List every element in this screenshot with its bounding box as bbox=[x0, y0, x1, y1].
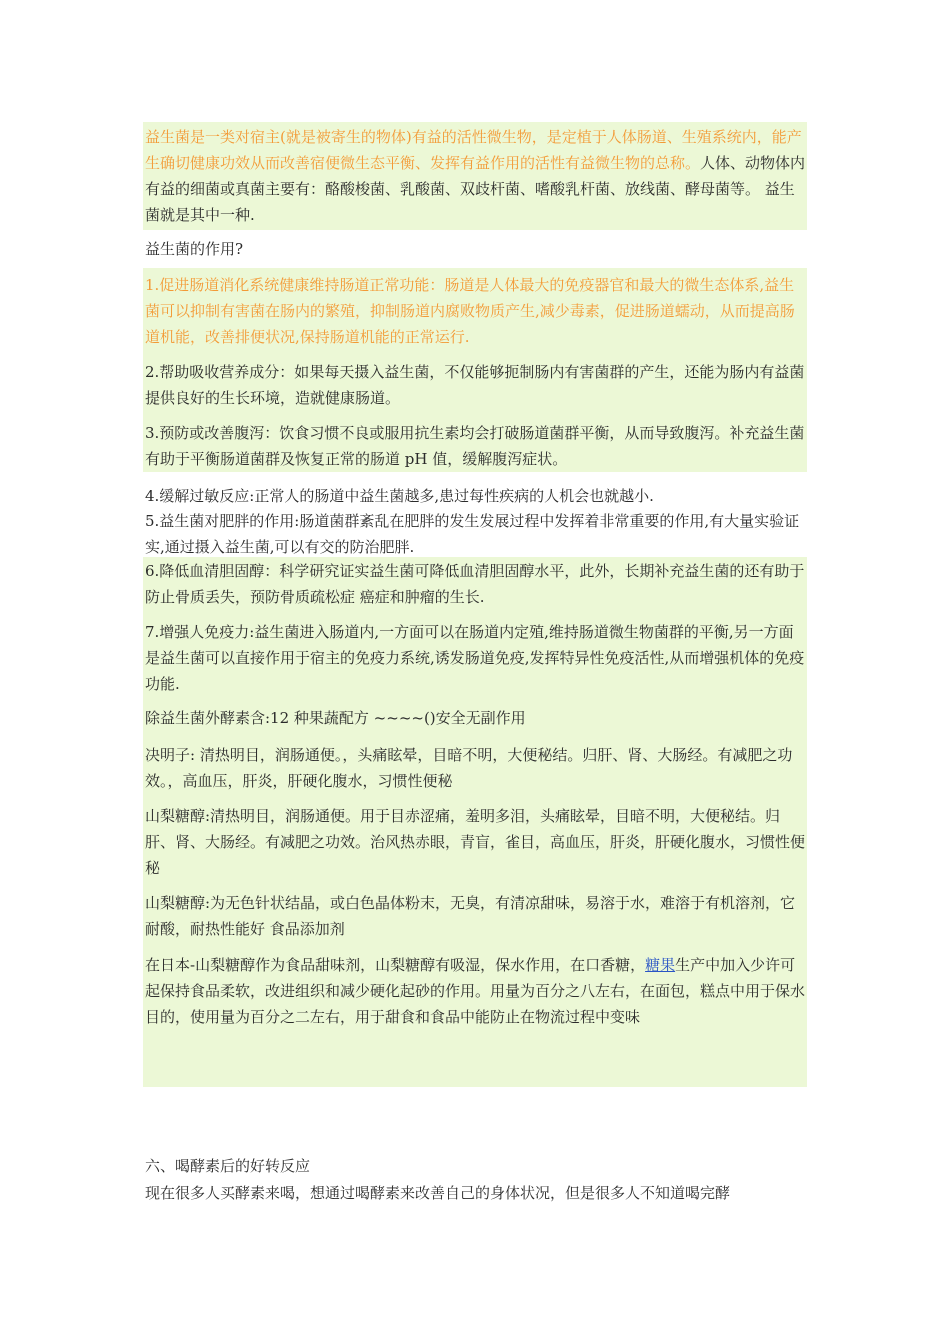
japan-paragraph bbox=[145, 952, 807, 1030]
effect-4: 4.缓解过敏反应:正常人的肠道中益生菌越多,患过每性疾病的人机会也就越小. bbox=[145, 487, 654, 505]
section-six-text: 现在很多人买酵素来喝，想通过喝酵素来改善自己的身体状况，但是很多人不知道喝完酵 bbox=[145, 1184, 731, 1202]
effect-5: 5.益生菌对肥胖的作用:肠道菌群紊乱在肥胖的发生发展过程中发挥着非常重要的作用,有大量实验证实,通过摄入益生菌,可以有交的防治肥胖. bbox=[145, 512, 800, 556]
effects-heading: 益生菌的作用? bbox=[145, 240, 244, 258]
candy-link[interactable]: 糖果 bbox=[645, 956, 676, 974]
sorbitol-paragraph-1: 山梨糖醇:清热明目，润肠通便。用于目赤涩痛，羞明多泪，头痛眩晕，目暗不明，大便秘结。归肝、肾、大肠经。有减肥之功效。治风热赤眼，青盲，雀目，高血压，肝炎，肝硬化腹水，习惯性便秘 bbox=[145, 807, 806, 877]
effect-7: 7.增强人免疫力:益生菌进入肠道内,一方面可以在肠道内定殖,维持肠道微生物菌群的平衡,另一方面是益生菌可以直接作用于宿主的免疫力系统,诱发肠道免疫,发挥特异性免疫活性,从而增强机体的免疫功能. bbox=[145, 623, 805, 693]
intro-species: 人体、动物体内有益的细菌或真菌主要有：酪酸梭菌、乳酸菌、双歧杆菌、嗜酸乳杆菌、放线菌、酵母菌等。 益生菌就是其中一种. bbox=[145, 154, 806, 224]
effect-2: 2.帮助吸收营养成分：如果每天摄入益生菌，不仅能够扼制肠内有害菌群的产生，还能为肠内有益菌提供良好的生长环境，造就健康肠道。 bbox=[145, 363, 805, 407]
effect-6: 6.降低血清胆固醇：科学研究证实益生菌可降低血清胆固醇水平，此外，长期补充益生菌的还有助于防止骨质丢失，预防骨质疏松症 癌症和肿瘤的生长. bbox=[145, 562, 805, 606]
effect-1: 1.促进肠道消化系统健康维持肠道正常功能：肠道是人体最大的免疫器官和最大的微生态体系,益生菌可以抑制有害菌在肠内的繁殖，抑制肠道内腐败物质产生,减少毒素，促进肠道蠕动，从而提高肠道机能，改善排便状况,保持肠道机能的正常运行. bbox=[145, 276, 795, 346]
intro-paragraph bbox=[145, 124, 807, 228]
juemingzi-paragraph: 决明子: 清热明目，润肠通便。，头痛眩晕，目暗不明，大便秘结。归肝、肾、大肠经。有减肥之功效。，高血压，肝炎，肝硬化腹水，习惯性便秘 bbox=[145, 746, 793, 790]
effect-3: 3.预防或改善腹泻：饮食习惯不良或服用抗生素均会打破肠道菌群平衡，从而导致腹泻。补充益生菌有助于平衡肠道菌群及恢复正常的肠道 pH 值，缓解腹泻症状。 bbox=[145, 424, 805, 468]
japan-text-after: 生产中加入少许可起保持食品柔软，改进组织和减少硬化起砂的作用。用量为百分之八左右，在面包，糕点中用于保水目的，使用量为百分之二左右，用于甜食和食品中能防止在物流过程中变味 bbox=[145, 956, 806, 1026]
sorbitol-paragraph-2: 山梨糖醇:为无色针状结晶，或白色晶体粉末，无臭，有清凉甜味，易溶于水，难溶于有机溶剂，它耐酸，耐热性能好 食品添加剂 bbox=[145, 894, 796, 938]
intro-definition: 益生菌是一类对宿主(就是被寄生的物体)有益的活性微生物，是定植于人体肠道、生殖系统内，能产生确切健康功效从而改善宿便微生态平衡、发挥有益作用的活性有益微生物的总称。 bbox=[145, 128, 802, 172]
enzyme-line: 除益生菌外酵素含:12 种果蔬配方 ~~~~()安全无副作用 bbox=[145, 709, 526, 727]
section-six-title: 六、喝酵素后的好转反应 bbox=[145, 1157, 311, 1175]
japan-text-before: 在日本-山梨糖醇作为食品甜味剂，山梨糖醇有吸湿，保水作用，在口香糖， bbox=[145, 956, 646, 974]
